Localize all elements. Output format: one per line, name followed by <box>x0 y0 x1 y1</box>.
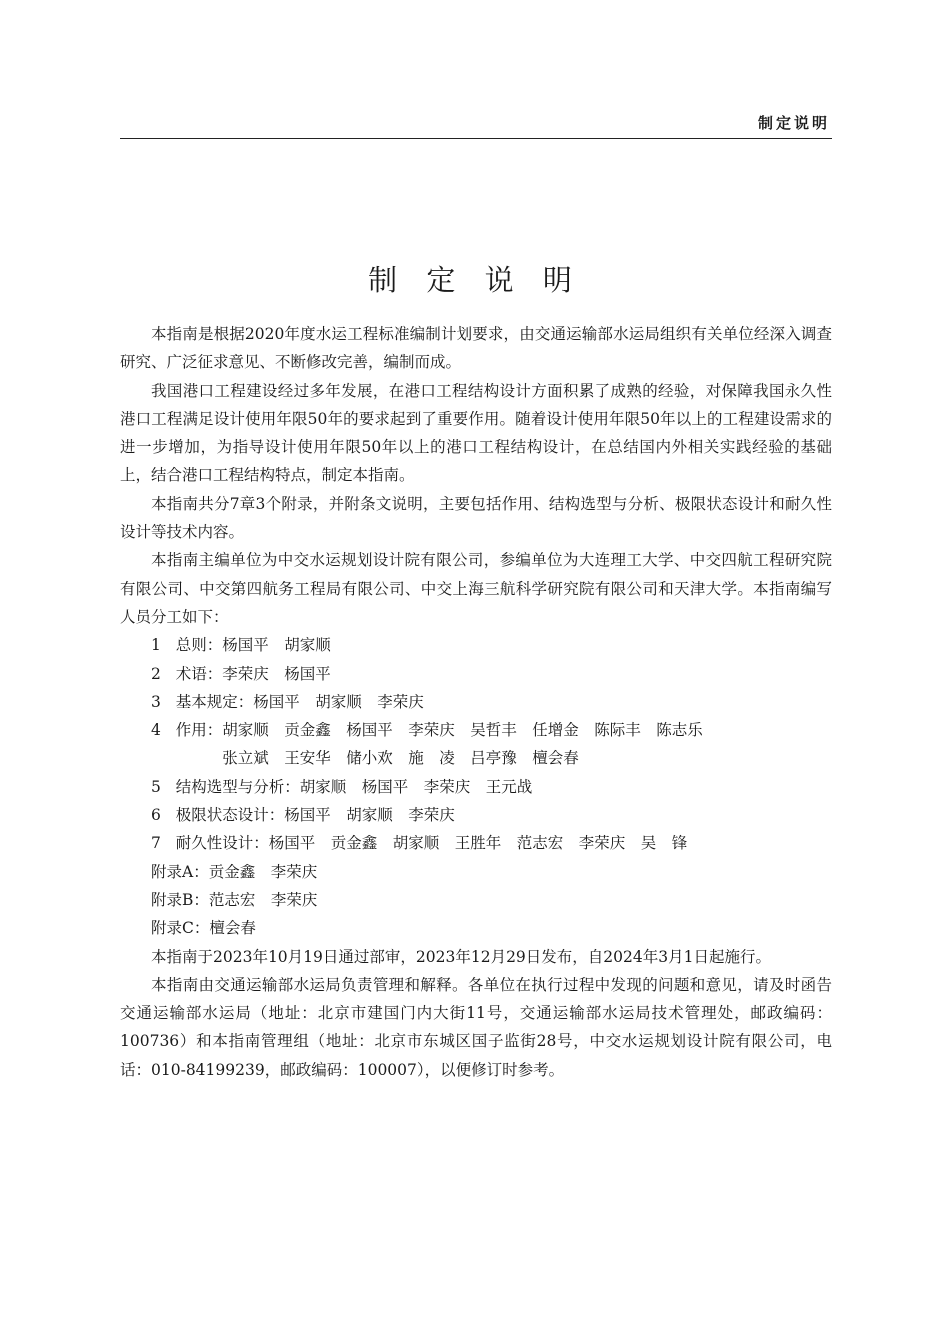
roster-item <box>120 660 832 688</box>
roster-item-appendix <box>120 886 832 914</box>
roster-text-group <box>176 716 832 773</box>
roster-text: 耐久性设计：杨国平 贡金鑫 胡家顺 王胜年 范志宏 李荣庆 吴 锋 <box>175 834 688 853</box>
roster-text: 术语：李荣庆 杨国平 <box>175 664 331 683</box>
roster-item-appendix <box>120 914 832 942</box>
roster-number: 2 <box>151 664 161 683</box>
roster-text: 作用：胡家顺 贡金鑫 杨国平 李荣庆 吴哲丰 任增金 陈际丰 陈志乐 <box>175 721 703 740</box>
page-title: 制 定 说 明 <box>368 263 582 297</box>
roster-text: 总则：杨国平 胡家顺 <box>175 636 331 655</box>
roster-text: 结构选型与分析：胡家顺 杨国平 李荣庆 王元战 <box>175 777 533 796</box>
roster-text: 附录B：范志宏 李荣庆 <box>151 890 318 909</box>
paragraph: 本指南于2023年10月19日通过部审，2023年12月29日发布，自2024年3月1日起施行。 <box>151 947 771 966</box>
paragraph: 我国港口工程建设经过多年发展，在港口工程结构设计方面积累了成熟的经验，对保障我国永久性港口工程满足设计使用年限50年的要求起到了重要作用。随着设计使用年限50年以上的工程建设需求的进一步增加，为指导设计使用年限50年以上的港口工程结构设计，在总结国内外相关实践经验的基础上，结合港口工程结构特点，制定本指南。 <box>120 381 832 485</box>
roster-item <box>120 801 832 829</box>
running-header: 制定说明 <box>757 114 830 132</box>
roster-item <box>120 716 832 773</box>
roster-item <box>120 829 832 857</box>
paragraph: 本指南由交通运输部水运局负责管理和解释。各单位在执行过程中发现的问题和意见，请及时函告交通运输部水运局（地址：北京市建国门内大街11号，交通运输部水运局技术管理处，邮政编码：100736）和本指南管理组（地址：北京市东城区国子监街28号，中交水运规划设计院有限公司，电话：010-84199239，邮政编码：100007），以便修订时参考。 <box>120 975 832 1079</box>
roster-text: 附录C：檀会春 <box>151 919 256 938</box>
roster-number: 1 <box>151 636 161 655</box>
roster-text: 基本规定：杨国平 胡家顺 李荣庆 <box>175 692 424 711</box>
roster-text: 极限状态设计：杨国平 胡家顺 李荣庆 <box>175 806 455 825</box>
roster-text-continued: 张立斌 王安华 储小欢 施 凌 吕亭豫 檀会春 <box>175 749 579 768</box>
roster-item-appendix <box>120 858 832 886</box>
document-body <box>120 320 832 1084</box>
paragraph: 本指南主编单位为中交水运规划设计院有限公司，参编单位为大连理工大学、中交四航工程研究院有限公司、中交第四航务工程局有限公司、中交上海三航科学研究院有限公司和天津大学。本指南编写人员分工如下： <box>120 551 832 626</box>
roster-text: 附录A：贡金鑫 李荣庆 <box>151 862 318 881</box>
roster-number: 7 <box>151 834 161 853</box>
roster-item <box>120 631 832 659</box>
roster-number: 4 <box>151 721 161 740</box>
header-rule <box>120 138 832 139</box>
roster-number: 6 <box>151 806 161 825</box>
roster-number: 3 <box>151 692 161 711</box>
author-roster <box>120 631 832 942</box>
paragraph: 本指南共分7章3个附录，并附条文说明，主要包括作用、结构选型与分析、极限状态设计和耐久性设计等技术内容。 <box>120 494 832 542</box>
paragraph: 本指南是根据2020年度水运工程标准编制计划要求，由交通运输部水运局组织有关单位经深入调查研究、广泛征求意见、不断修改完善，编制而成。 <box>120 325 832 372</box>
roster-item <box>120 773 832 801</box>
roster-item <box>120 688 832 716</box>
roster-number: 5 <box>151 777 161 796</box>
